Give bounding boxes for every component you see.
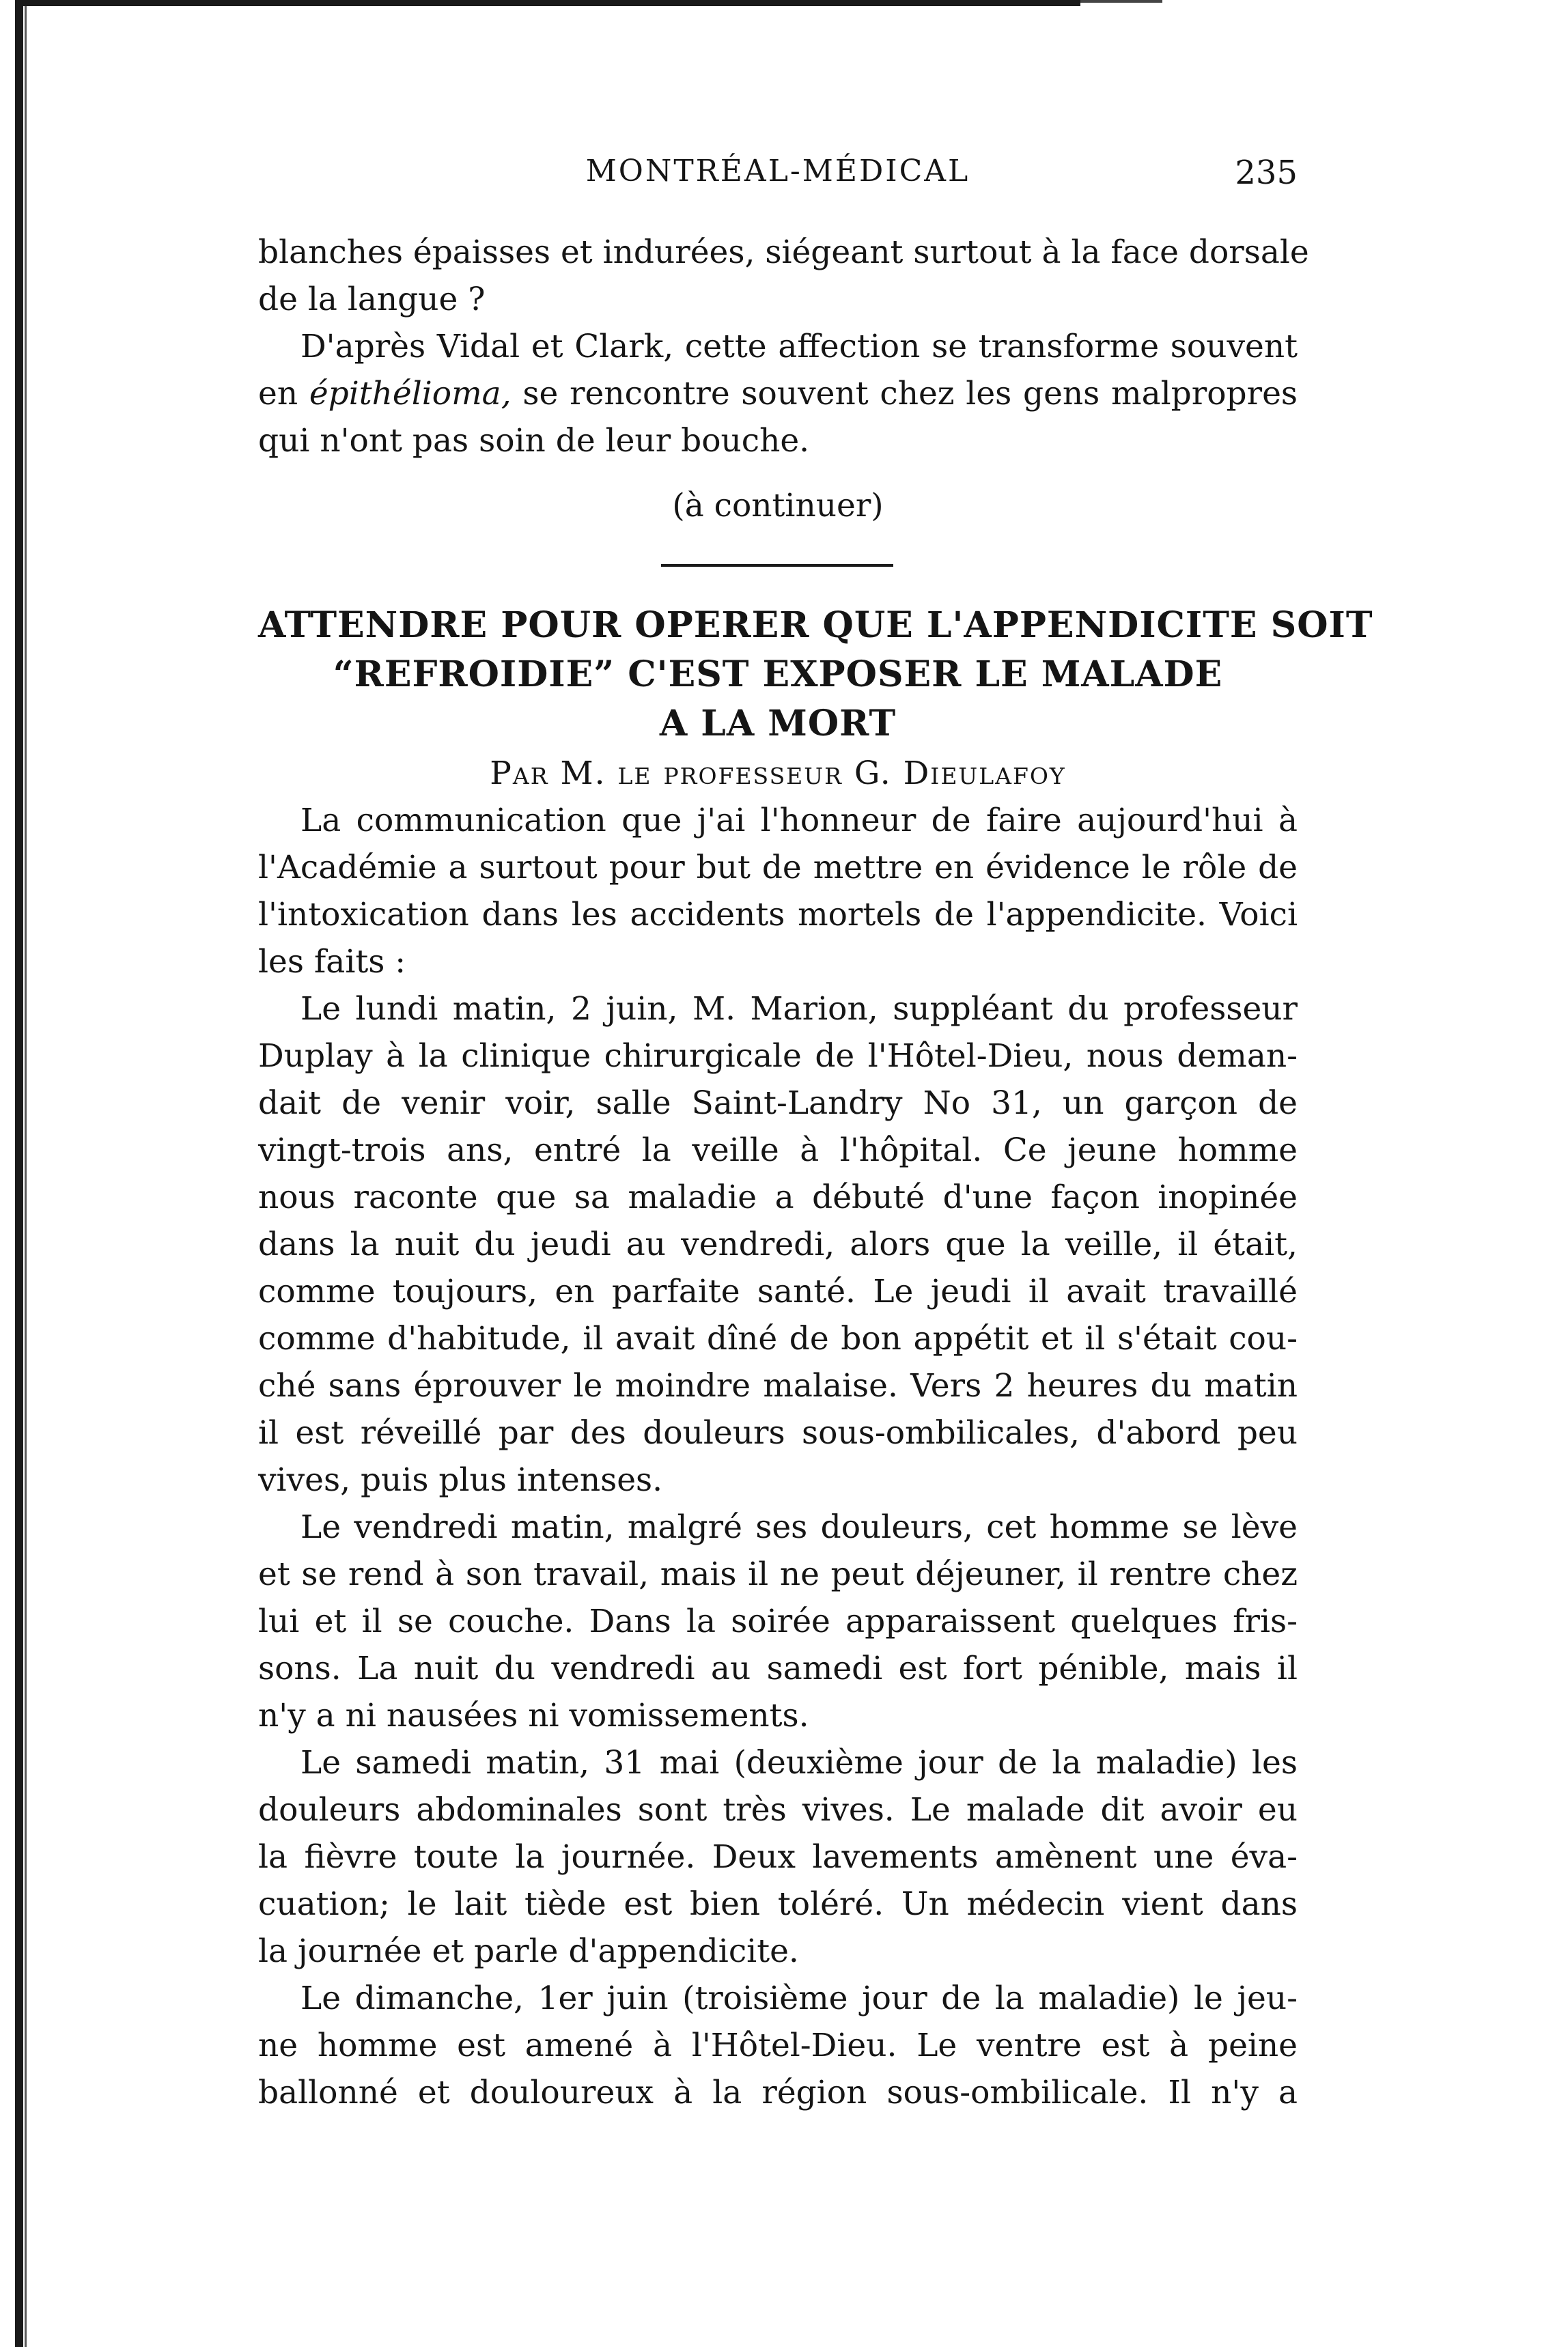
text-line: il est réveillé par des douleurs sous-ombilicales, d'abord peu [258,1414,1298,1452]
continued-text-block [258,229,1309,464]
text-line: dait de venir voir, salle Saint-Landry No 31, un garçon de [258,1084,1298,1122]
text-line: les faits : [258,943,406,981]
text-line: lui et il se couche. Dans la soirée apparaissent quelques fris- [258,1603,1298,1640]
headline-line: “REFROIDIE” C'EST EXPOSER LE MALADE [333,653,1223,695]
text-line: Le vendredi matin, malgré ses douleurs, cet homme se lève [300,1508,1298,1546]
text-line: comme d'habitude, il avait dîné de bon appétit et il s'était cou- [258,1320,1298,1358]
text-line: D'après Vidal et Clark, cette affection se transforme souvent [300,328,1298,365]
text-line: de la langue ? [258,281,486,318]
text-line: comme toujours, en parfaite santé. Le jeudi il avait travaillé [258,1273,1298,1310]
headline-line: ATTENDRE POUR OPERER QUE L'APPENDICITE SOIT [258,604,1373,646]
article-byline: Par M. le professeur G. Dieulafoy [490,755,1066,792]
text-line: ballonné et douloureux à la région sous-ombilicale. Il n'y a [258,2074,1298,2111]
text-line: Le lundi matin, 2 juin, M. Marion, suppléant du professeur [300,990,1298,1028]
text-line: sons. La nuit du vendredi au samedi est fort pénible, mais il [258,1650,1298,1687]
headline-line: A LA MORT [659,703,897,744]
top-scan-edge-thin [1080,0,1162,3]
binding-edge-shadow [25,0,27,2347]
text-line: et se rend à son travail, mais il ne peut déjeuner, il rentre chez [258,1556,1298,1593]
running-head [258,154,1298,195]
top-scan-edge [15,0,1080,6]
text-fragment: en [258,375,309,412]
text-line [258,370,1298,417]
text-line: ché sans éprouver le moindre malaise. Vers 2 heures du matin [258,1367,1298,1405]
to-be-continued: (à continuer) [672,487,884,524]
binding-edge [15,0,23,2347]
text-line: La communication que j'ai l'honneur de faire aujourd'hui à [300,802,1298,839]
text-line: vives, puis plus intenses. [258,1461,663,1499]
text-line: Duplay à la clinique chirurgicale de l'Hôtel-Dieu, nous deman- [258,1037,1298,1075]
italic-term: épithélioma, [309,375,512,412]
page-number: 235 [1235,154,1298,192]
text-line: ne homme est amené à l'Hôtel-Dieu. Le ventre est à peine [258,2027,1298,2064]
text-line: l'Académie a surtout pour but de mettre en évidence le rôle de [258,849,1298,886]
running-title: MONTRÉAL-MÉDICAL [585,154,970,188]
text-line: cuation; le lait tiède est bien toléré. Un médecin vient dans [258,1885,1298,1923]
text-line: nous raconte que sa maladie a débuté d'une façon inopinée [258,1179,1298,1216]
text-line: qui n'ont pas soin de leur bouche. [258,422,810,460]
article-body [258,797,1298,2116]
text-line: vingt-trois ans, entré la veille à l'hôpital. Ce jeune homme [258,1132,1298,1169]
text-line: Le samedi matin, 31 mai (deuxième jour de la maladie) les [300,1744,1298,1782]
text-line: dans la nuit du jeudi au vendredi, alors que la veille, il était, [258,1226,1298,1263]
article-headline [258,601,1373,748]
text-line: douleurs abdominales sont très vives. Le malade dit avoir eu [258,1791,1298,1829]
section-divider [661,564,893,567]
text-fragment: se rencontre souvent chez les gens malpropres [511,375,1298,412]
text-line: la journée et parle d'appendicite. [258,1933,799,1970]
text-line: blanches épaisses et indurées, siégeant surtout à la face dorsale [258,234,1309,271]
text-line: n'y a ni nausées ni vomissements. [258,1697,809,1734]
text-line: Le dimanche, 1er juin (troisième jour de la maladie) le jeu- [300,1980,1298,2017]
text-line: la fièvre toute la journée. Deux lavements amènent une éva- [258,1838,1298,1876]
text-line: l'intoxication dans les accidents mortels de l'appendicite. Voici [258,896,1298,933]
